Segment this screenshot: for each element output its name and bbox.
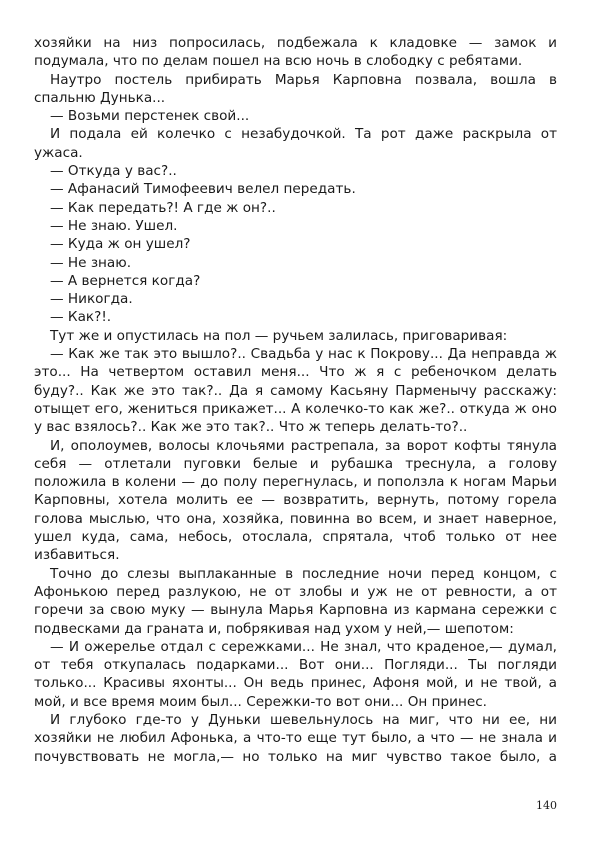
paragraph: И, ополоумев, волосы клочьями растрепала, за ворот кофты тянула себя — отлетали пуговки белые и рубашка треснула, а голову положила в колени — до полу перегнулась, и поползла к ногам Марьи Карповны, хотела молить ее — возвратить, вернуть, потому горела голова мыслью, что она, хозяйка, повинна во всем, и знает наверное, ушел куда, сама, небось, отослала, спрятала, чтоб только от нее избавиться. (34, 437, 557, 564)
dialogue-line: — Откуда у вас?.. (50, 163, 177, 180)
paragraph: И глубоко где-то у Дуньки шевельнулось на миг, что ни ее, ни хозяйки не любил Афонька, а что-то еще тут было, а что — не знала и почувствовать не могла,— но только на миг чувство такое было, а (34, 711, 557, 765)
paragraph: — И ожерелье отдал с сережками... Не знал, что краденое,— думал, от тебя откупалась подарками... Вот они... Погляди... Ты погляди только... Красивы яхонты... Он ведь принес, Афоня мой, и не твой, а мой, и все время моим был... Сережки-то вот они... Он принес. (34, 638, 557, 710)
dialogue-line: — А вернется когда? (50, 272, 201, 289)
page-number: 140 (536, 799, 557, 812)
dialogue-line: — Возьми перстенек свой... (50, 108, 250, 125)
dialogue-line: — Как?!. (50, 309, 112, 326)
dialogue-line: — Куда ж он ушел? (50, 236, 191, 253)
dialogue-line: — Не знаю. Ушел. (50, 217, 178, 234)
paragraph: Точно до слезы выплаканные в последние ночи перед концом, с Афонькою перед разлукою, не от злобы и уж не от ревности, а от горечи за свою муку — вынула Марья Карповна из кармана сережки с подвесками да граната и, побрякивая над ухом у ней,— шепотом: (34, 565, 557, 637)
paragraph: хозяйки на низ попросилась, подбежала к кладовке — замок и подумала, что по делам пошел на всю ночь в слободку с ребятами. (34, 35, 557, 70)
dialogue-line: — Как передать?! А где ж он?.. (50, 199, 276, 216)
page-body (34, 34, 557, 766)
paragraph: И подала ей колечко с незабудочкой. Та рот даже раскрыла от ужаса. (34, 126, 557, 161)
paragraph: — Как же так это вышло?.. Свадьба у нас к Покрову... Да неправда ж это... На четвертом оставил меня... Что ж я с ребеночком делать буду?.. Как же это так?.. Да я самому Касьяну Парменычу расскажу: отыщет его, жениться прикажет... А колечко-то как же?.. откуда ж оно у вас взялось?.. Как же это так?.. Что ж теперь делать-то?.. (34, 346, 557, 436)
dialogue-line: Тут же и опустилась на пол — ручьем залилась, приговаривая: (50, 327, 508, 344)
dialogue-line: — Не знаю. (50, 254, 132, 271)
dialogue-line: — Никогда. (50, 291, 133, 308)
dialogue-line: — Афанасий Тимофеевич велел передать. (50, 181, 356, 198)
paragraph: Наутро постель прибирать Марья Карповна позвала, вошла в спальню Дунька... (34, 71, 557, 106)
